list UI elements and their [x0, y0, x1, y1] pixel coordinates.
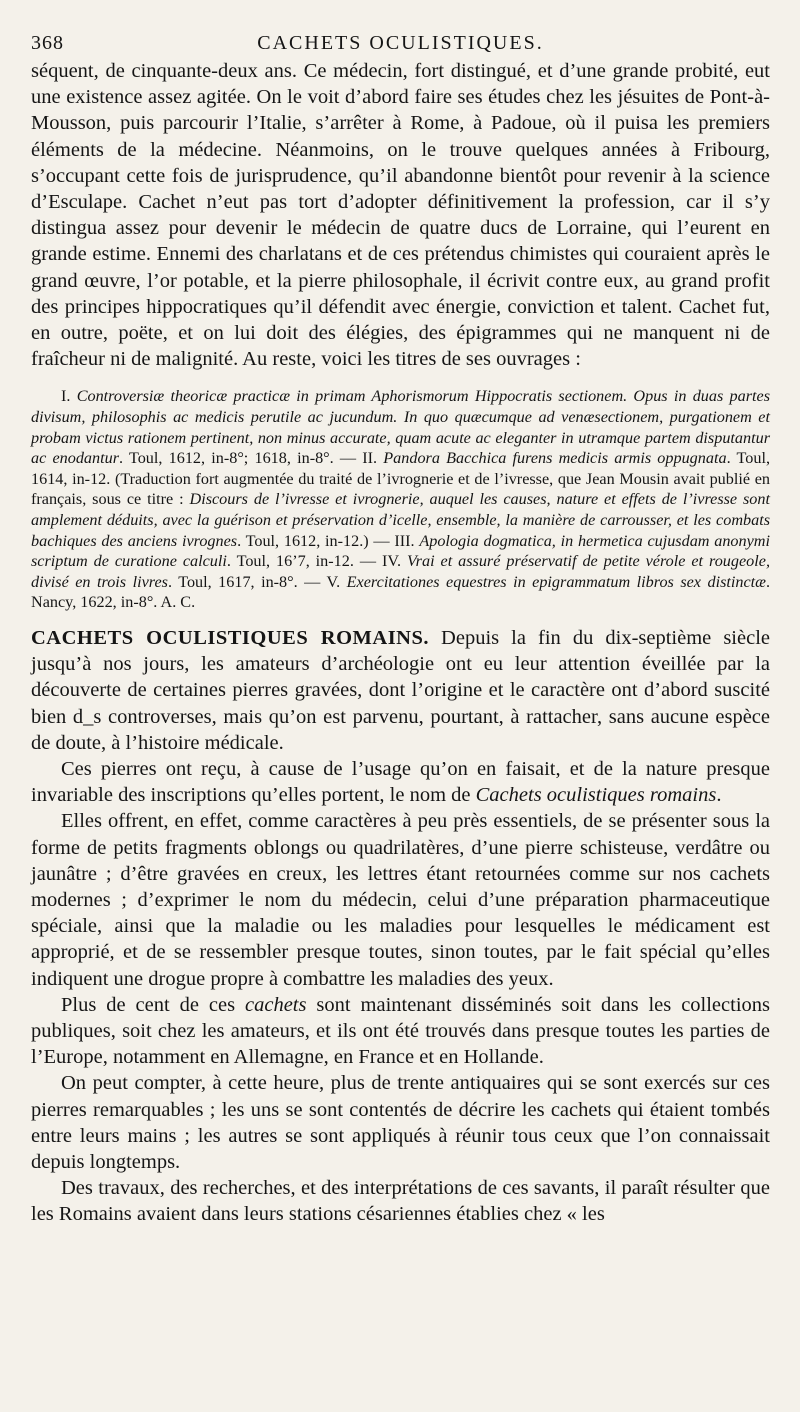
paragraph-text: Depuis la fin du dix-septième siècle jusqu’à nos jours, les amateurs d’archéologie ont eu leur attention éveillée par la découverte de certaines pierres gravées, dont l’origine et le caractère ont d’abord suscité bien d_s controverses, mais qu’on est parvenu, pourtant, à rattacher, sans aucune espèce de doute, à l’histoire médicale.: [31, 626, 770, 754]
paragraph-distribution: [31, 992, 770, 1071]
paragraph-text: Des travaux, des recherches, et des interprétations de ces savants, il paraît résulter que les Romains avaient dans leurs stations césariennes établies chez « les: [31, 1177, 770, 1226]
emphasis-text: cachets: [245, 993, 307, 1016]
work-title: Controversiæ theoricæ practicæ in primam Aphorismorum Hippocratis sectionem. Opus in duas partes divisum, philosophis ac medicis perutile ac jucundum. In quo quæcumque ad venæsectionem, purgationem et probam victus rationem pertinent, non minus accurate, quam acute ac eleganter in utramque partem disputantur ac enodantur: [31, 387, 770, 468]
page-header: [31, 28, 770, 58]
bibliography-list: [31, 386, 770, 613]
paragraph-section-intro: [31, 625, 770, 756]
work-title: Exercitationes equestres in epigrammatum libros sex distinctæ: [346, 572, 766, 591]
work-title: Vrai et assuré préservatif de petite vérole et rougeole, divisé en trois livres: [31, 552, 770, 591]
bibliography-text: . Toul, 1612, in-8°; 1618, in-8°. — II.: [119, 449, 384, 468]
paragraph-biography: [31, 58, 770, 372]
page-number: 368: [31, 32, 64, 54]
paragraph-name-origin: [31, 756, 770, 808]
bibliography-text: . Toul, 1617, in-8°. — V.: [167, 572, 347, 591]
bibliography-text: . Toul, 16’7, in-12. — IV.: [226, 552, 407, 571]
work-title: Discours de l’ivresse et ivrognerie, auquel les causes, nature et effets de l’ivresse sont amplement déduits, avec la guérison et préservation d’icelle, ensemble, la manière de carrousser, et les combats bachiques des anciens ivrognes: [31, 490, 770, 550]
bibliography-text: . Nancy, 1622, in-8°. A. C.: [31, 572, 770, 612]
paragraph-text: sont maintenant disséminés soit dans les collections publiques, soit chez les amateurs, et ils ont été trouvés dans presque toutes les parties de l’Europe, notamment en Allemagne, en France et en Hollande.: [31, 993, 770, 1069]
bibliography-text: . Toul, 1614, in-12. (Traduction fort augmentée du traité de l’ivrognerie et de l’ivresse, que Jean Mousin avait publié en français, sous ce titre :: [31, 449, 770, 509]
paragraph-text: Ces pierres ont reçu, à cause de l’usage qu’on en faisait, et de la nature presque invariable des inscriptions qu’elles portent, le nom de: [31, 757, 770, 807]
work-title: Pandora Bacchica furens medicis armis oppugnata: [383, 449, 727, 468]
work-title: Apologia dogmatica, in hermetica cujusdam anonymi scriptum de curatione calculi: [31, 531, 770, 571]
emphasis-text: Cachets oculistiques romains: [475, 784, 717, 807]
bibliography-text: . Toul, 1612, in-12.) — III.: [237, 531, 420, 550]
paragraph-text: .: [716, 784, 722, 807]
bibliography-text: I.: [61, 387, 77, 406]
paragraph-characteristics: [31, 808, 770, 991]
paragraph-antiquarians: [31, 1070, 770, 1175]
paragraph-text: séquent, de cinquante-deux ans. Ce médecin, fort distingué, et d’une grande probité, eut une existence assez agitée. On le voit d’abord faire ses études chez les jésuites de Pont-à-Mousson, puis parcourir l’Italie, s’arrêter à Rome, à Padoue, où il puisa les premiers éléments de la médecine. Néanmoins, on le trouve quelques années à Fribourg, s’occupant cette fois de jurisprudence, qu’il abandonne bientôt pour revenir à la science d’Esculape. Cachet n’eut pas tort d’adopter définitivement la profession, car il s’y distingua assez pour devenir le médecin de quatre ducs de Lorraine, qui l’eurent en grande estime. Ennemi des charlatans et de ces prétendus chimistes qui couraient après le grand œuvre, l’or potable, et la pierre philosophale, il écrivit contre eux, au grand profit des principes hippocratiques qu’il défendit avec énergie, conviction et talent. Cachet fut, en outre, poëte, et on lui doit des élégies, des épigrammes qui ne manquent ni de fraîcheur ni de malignité. Au reste, voici les titres de ses ouvrages :: [31, 60, 770, 371]
paragraph-text: Elles offrent, en effet, comme caractères à peu près essentiels, de se présenter sous la forme de petits fragments oblongs ou quadrilatères, d’une pierre schisteuse, verdâtre ou jaunâtre ; d’être gravées en creux, les lettres étant retournées comme sur nos cachets modernes ; d’exprimer le nom du médecin, celui d’une préparation pharmaceutique spéciale, ainsi que la maladie ou les maladies pour lesquelles le médicament est approprié, et de se ressembler presque toutes, sinon toutes, par le fait spécial qu’elles indiquent une drogue propre à combattre les maladies des yeux.: [31, 810, 770, 990]
paragraph-text: On peut compter, à cette heure, plus de trente antiquaires qui se sont exercés sur ces pierres remarquables ; les uns se sont contentés de décrire les cachets qui étaient tombés entre leurs mains ; les autres se sont appliqués à réunir tous ceux que l’on connaissait depuis longtemps.: [31, 1072, 770, 1174]
running-title: CACHETS OCULISTIQUES.: [257, 32, 544, 54]
section-heading: CACHETS OCULISTIQUES ROMAINS.: [31, 626, 429, 649]
paragraph-conclusion: [31, 1175, 770, 1227]
paragraph-text: Plus de cent de ces: [61, 993, 245, 1016]
